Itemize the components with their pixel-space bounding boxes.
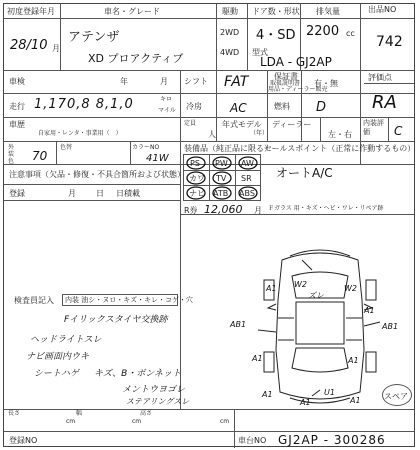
height-label: 高さ bbox=[140, 410, 153, 417]
mileage-value: 1,170,8 8,1,0 bbox=[34, 97, 134, 112]
mark-a1-rear: A1 bbox=[300, 398, 311, 407]
dealer-sold-label: 用品・ディーラー販売 bbox=[268, 86, 328, 93]
inspection-month-unit: 月 bbox=[160, 77, 168, 86]
fuel-label: 燃料 bbox=[274, 102, 290, 111]
exterior-color-value: 70 bbox=[32, 149, 48, 163]
notes-label: 注意事項（欠品・修復・不具合箇所および状態） bbox=[9, 170, 185, 179]
auction-sheet bbox=[3, 3, 415, 447]
first-reg-value: 28/10 bbox=[10, 38, 48, 53]
steering-label: 左・右 bbox=[328, 130, 352, 139]
shift-label: シフト bbox=[184, 77, 208, 86]
mark-a1-right: A1 bbox=[364, 306, 375, 315]
spare-label: スペア bbox=[384, 392, 408, 401]
capacity-unit: 人 bbox=[208, 130, 216, 139]
equip-atb: ATB bbox=[213, 189, 229, 198]
interior-value: C bbox=[394, 124, 403, 138]
year-model-label: 年式モデル bbox=[222, 120, 262, 129]
equip-tv: TV bbox=[216, 174, 227, 183]
equip-abs: ABS bbox=[239, 189, 255, 198]
equipment-label: 装備品（純正品に限る） bbox=[184, 144, 272, 153]
mark-w2-top: W2 bbox=[294, 280, 307, 289]
sales-point-value: オートA/C bbox=[276, 166, 333, 180]
displacement-label: 排気量 bbox=[316, 7, 340, 16]
rbook-value: 12,060 bbox=[204, 203, 243, 216]
cc-unit: cc bbox=[346, 29, 355, 38]
mark-u1-rear: U1 bbox=[324, 388, 335, 397]
capacity-label: 定員 bbox=[184, 120, 197, 127]
doors-value: 4・SD bbox=[256, 28, 296, 43]
equip-sr: SR bbox=[241, 174, 252, 183]
lot-number: 742 bbox=[376, 34, 403, 50]
car-diagram bbox=[240, 240, 400, 410]
notes-shaken-label: 日積載 bbox=[116, 189, 140, 198]
equip-navi: ナビ bbox=[189, 189, 205, 198]
rbook-label: R券 bbox=[184, 206, 198, 215]
ac-label: 冷房 bbox=[186, 102, 202, 111]
inspector-options-box bbox=[62, 294, 194, 306]
note-line-7: ステアリングスレ bbox=[126, 397, 190, 406]
mark-ab1-right: AB1 bbox=[382, 322, 399, 331]
manual-label: 取扱説明書 bbox=[270, 80, 301, 87]
equip-pw: PW bbox=[215, 159, 228, 168]
chassis-label: 車台NO bbox=[238, 436, 267, 445]
rating-value: RA bbox=[372, 92, 397, 113]
displacement-value: 2200 bbox=[306, 24, 340, 39]
warranty-yesno: 有・無 bbox=[314, 79, 338, 88]
warranty-label: 保証書 bbox=[274, 72, 298, 81]
mile-unit: マイル bbox=[158, 107, 176, 114]
note-line-5: キズ、B・ボンネット bbox=[94, 369, 181, 379]
exterior-color-label: 外装色 bbox=[8, 144, 15, 165]
rating-label: 評価点 bbox=[368, 73, 392, 82]
mileage-label: 走行 bbox=[9, 102, 25, 111]
dealer-label: ディーラー bbox=[272, 120, 312, 129]
sales-point-label: セールスポイント（正常に作動するもの） bbox=[264, 144, 416, 153]
inspection-year-unit: 年 bbox=[120, 77, 128, 86]
inspector-label: 検査員記入 bbox=[14, 296, 54, 305]
width-cm: cm bbox=[132, 418, 142, 425]
reg-no-label: 登録NO bbox=[9, 436, 38, 445]
equip-ps: PS bbox=[190, 159, 200, 168]
grade-value: XD プロアクティブ bbox=[88, 52, 184, 65]
drive-label: 駆動 bbox=[222, 7, 238, 16]
mark-a1-right-mid: A1 bbox=[348, 356, 359, 365]
history-options: 自家用・レンタ・事業用（ ） bbox=[38, 130, 122, 137]
history-label: 車歴 bbox=[9, 120, 25, 129]
doors-label: ドア数・形状 bbox=[252, 7, 300, 16]
equip-aw: AW bbox=[241, 159, 254, 168]
note-line-1: Fイリックスタイヤ交換跡 bbox=[64, 315, 168, 325]
notes-day-unit: 日 bbox=[96, 189, 104, 198]
inspector-options: 内装 油シ・ヌロ・キズ・キレ・コゲ・穴 bbox=[65, 296, 194, 304]
model-value: LDA - GJ2AP bbox=[260, 55, 332, 69]
height-cm: cm bbox=[220, 418, 230, 425]
car-name-label: 車名・グレード bbox=[104, 7, 160, 16]
km-unit: キロ bbox=[160, 96, 173, 103]
length-label: 長さ bbox=[8, 410, 21, 417]
mark-a1-rear-right: A1 bbox=[350, 396, 361, 405]
shift-value: FAT bbox=[224, 74, 249, 90]
drive-2wd: 2WD bbox=[220, 28, 240, 37]
note-line-2: ヘッドライトスレ bbox=[30, 335, 102, 345]
notes-reg-label: 登録 bbox=[9, 189, 25, 198]
model-label: 型式 bbox=[252, 48, 268, 57]
mark-zure: ズレ bbox=[308, 291, 324, 300]
notes-month-unit: 月 bbox=[68, 189, 76, 198]
note-line-6: メントウヨゴレ bbox=[122, 385, 186, 395]
drive-4wd: 4WD bbox=[220, 48, 240, 57]
fuel-value: D bbox=[316, 100, 327, 115]
damage-legend: Ｆガラス 用・キズ・ヘビ・ワレ・リペア跡 bbox=[268, 205, 384, 212]
mark-ab1-left: AB1 bbox=[230, 320, 247, 329]
color-no-value: 41W bbox=[146, 153, 169, 164]
note-line-4: シートハゲ bbox=[34, 369, 79, 379]
rating-label-divider bbox=[364, 70, 414, 84]
equipment-grid bbox=[183, 154, 261, 201]
interior-label: 内装評価 bbox=[363, 119, 384, 136]
width-label: 幅 bbox=[76, 410, 83, 417]
chassis-value: GJ2AP - 300286 bbox=[278, 433, 386, 447]
length-cm: cm bbox=[66, 418, 76, 425]
first-reg-label: 初度登録年月 bbox=[7, 7, 55, 16]
car-name-value: アテンザ bbox=[68, 30, 120, 45]
year-model-sub: （年） bbox=[250, 130, 269, 137]
equip-kawa: カワ bbox=[189, 174, 205, 183]
mark-a1-front-left: A1 bbox=[266, 284, 277, 293]
color-no-label: カラーNO bbox=[132, 144, 160, 151]
lot-label: 出品NO bbox=[368, 5, 397, 14]
first-reg-month-unit: 月 bbox=[52, 44, 60, 53]
mark-a1-left-mid: A1 bbox=[252, 354, 263, 363]
equipment-circle-marks bbox=[184, 155, 262, 202]
inspection-label: 車検 bbox=[9, 77, 25, 86]
note-line-3: ナビ画面内ウキ bbox=[26, 352, 90, 362]
original-color-label: 色替 bbox=[60, 144, 73, 151]
mark-a1-rear-left: A1 bbox=[262, 390, 273, 399]
mark-w2-right: W2 bbox=[344, 284, 357, 293]
spare-tire-icon bbox=[382, 384, 412, 406]
rbook-month-unit: 月 bbox=[254, 206, 262, 215]
ac-value: AC bbox=[230, 101, 247, 115]
